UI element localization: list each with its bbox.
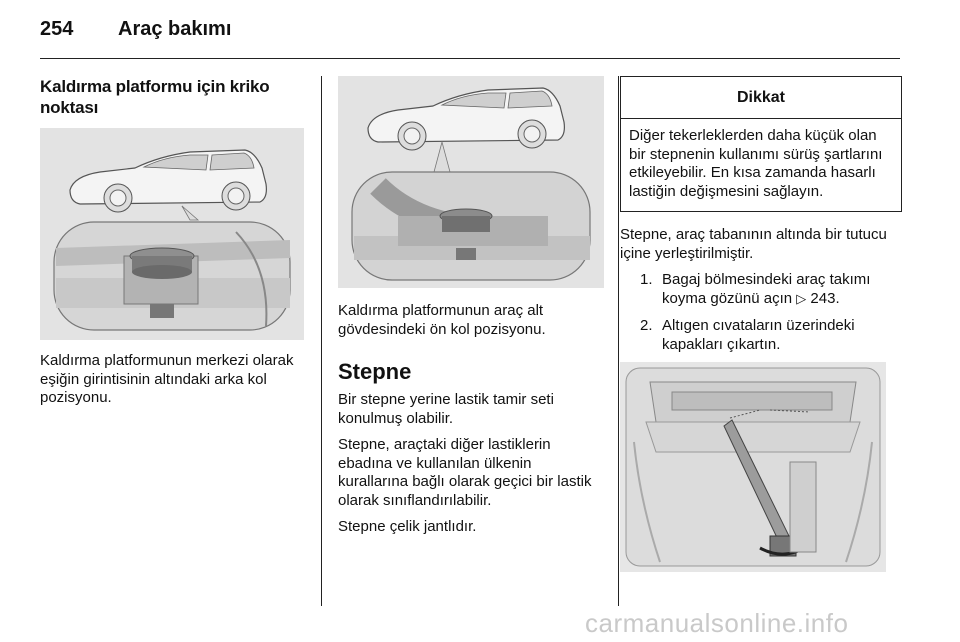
- page-header: [40, 18, 900, 58]
- rear-lift-point-illustration: [40, 128, 304, 340]
- body-paragraph: Stepne çelik jantlıdır.: [338, 518, 477, 535]
- figure-caption: Kaldırma platformunun araç alt gövdesindeki ön kol pozisyonu.: [338, 302, 546, 338]
- body-paragraph: Stepne, araç tabanının altında bir tutucu içine yerleştirilmiştir.: [620, 226, 887, 262]
- step-number: 2.: [640, 317, 653, 334]
- column-divider: [618, 76, 619, 606]
- page-number: 254: [40, 18, 74, 40]
- caution-title: Dikkat: [621, 77, 901, 119]
- triangle-ref-icon: ▷: [796, 291, 807, 307]
- list-item: [620, 317, 902, 354]
- section-title: Stepne: [338, 359, 412, 384]
- front-lift-point-illustration: [338, 76, 604, 288]
- column-divider: [321, 76, 322, 606]
- step-list: [620, 271, 902, 354]
- watermark: carmanualsonline.info: [585, 608, 849, 638]
- spare-wheel-tool-illustration: [620, 362, 886, 572]
- body-paragraph: Bir stepne yerine lastik tamir seti konulmuş olabilir.: [338, 391, 554, 427]
- column-left: [40, 76, 304, 416]
- header-divider: [40, 58, 900, 59]
- column-middle: [338, 76, 604, 545]
- step-number: 1.: [640, 271, 653, 288]
- step-text: Altıgen cıvataların üzerindeki kapakları çıkartın.: [662, 317, 855, 353]
- body-paragraph: Stepne, araçtaki diğer lastiklerin ebadına ve kullanılan ülkenin kurallarına bağlı olarak geçici bir lastik olarak sınıflandırılabilir.: [338, 436, 592, 509]
- figure-caption: Kaldırma platformunun merkezi olarak eşiğin girintisinin altındaki arka kol pozisyonu.: [40, 352, 294, 406]
- list-item: [620, 271, 902, 309]
- chapter-title: Araç bakımı: [118, 18, 232, 40]
- section-heading: Kaldırma platformu için kriko noktası: [40, 77, 270, 117]
- step-text: Bagaj bölmesindeki araç takımı koyma gözünü açın: [662, 271, 871, 307]
- caution-box: [620, 76, 902, 212]
- page-reference[interactable]: 243.: [810, 289, 840, 307]
- caution-text: Diğer tekerleklerden daha küçük olan bir stepnenin kullanımı sürüş şartlarını etkileyebilir. En kısa zamanda hasarlı lastiğin değişmesini sağlayın.: [629, 127, 883, 200]
- column-right: [620, 76, 902, 572]
